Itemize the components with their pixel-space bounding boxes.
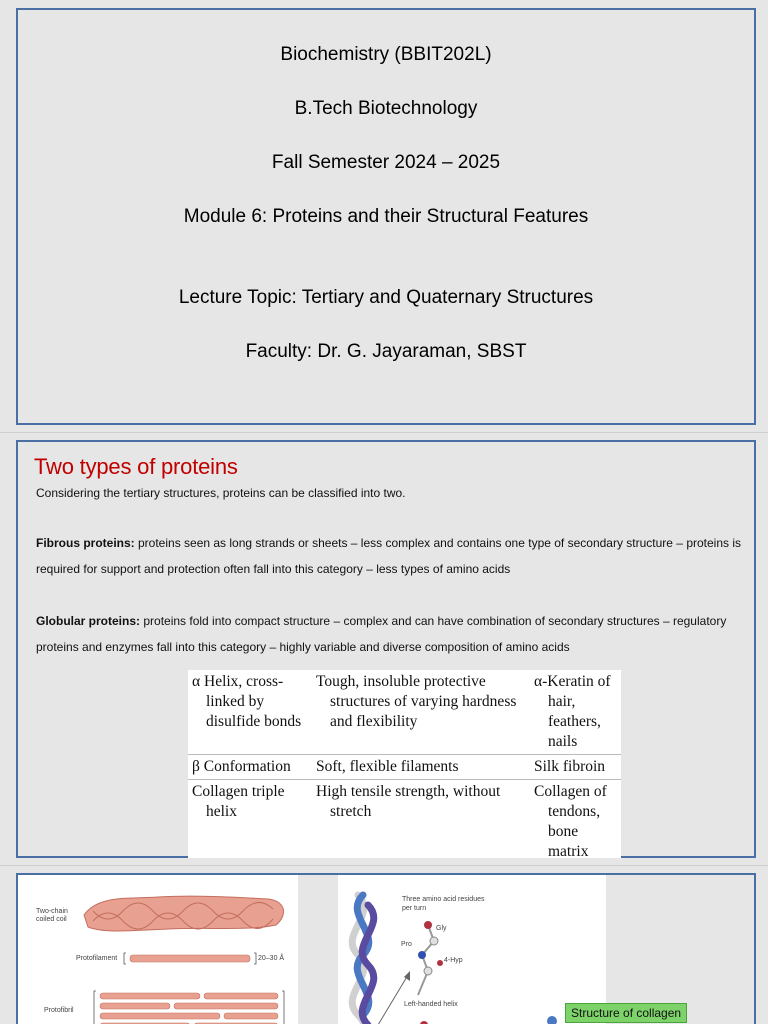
- globular-text: proteins fold into compact structure – complex and can have combination of secondary structures – regulatory proteins and enzymes fall into this category – highly variable and diverse composition of amino acids: [36, 614, 727, 654]
- table-cell: Soft, flexible filaments: [316, 758, 459, 775]
- table-row: [188, 755, 621, 780]
- semester: Fall Semester 2024 – 2025: [271, 152, 501, 173]
- table-row: [188, 670, 621, 755]
- table-cell: Tough, insoluble protective structures of varying hardness and flexibility: [316, 673, 517, 730]
- table-cell: β Conformation: [192, 758, 291, 775]
- triple-helix-figure: [338, 875, 606, 1024]
- slide-divider: [0, 432, 768, 433]
- table-cell: High tensile strength, without stretch: [316, 783, 501, 820]
- globular-label: Globular proteins:: [36, 614, 141, 628]
- globular-paragraph: [36, 608, 742, 660]
- coiled-coil-figure: [18, 875, 298, 1024]
- faculty: Faculty: Dr. G. Jayaraman, SBST: [245, 341, 527, 362]
- collagen-caption: Structure of collagen: [565, 1003, 687, 1023]
- slide-heading: Two types of proteins: [34, 454, 238, 479]
- lecture-topic: Lecture Topic: Tertiary and Quaternary Structures: [178, 287, 594, 308]
- title-slide: [16, 8, 756, 425]
- ball-icon: [546, 1015, 558, 1024]
- figure-label: Protofilament: [76, 955, 118, 962]
- figure-label: Protofibril: [44, 1007, 74, 1014]
- table-cell: α Helix, cross-linked by disulfide bonds: [192, 673, 302, 730]
- figure-label: Three amino acid residues per turn: [402, 896, 485, 912]
- intro-text: Considering the tertiary structures, proteins can be classified into two.: [36, 486, 406, 500]
- table-cell: Silk fibroin: [534, 758, 606, 775]
- fibrous-protein-table: [188, 670, 621, 858]
- figure-label: 20–30 Å: [258, 955, 285, 962]
- figure-label: 4-Hyp: [444, 957, 463, 964]
- figure-label: Two-chain coiled coil: [36, 908, 68, 923]
- fibrous-text: proteins seen as long strands or sheets – less complex and contains one type of secondary structure – proteins is required for support and protection often fall into this category – less types of amino acids: [36, 536, 742, 576]
- module-title: Module 6: Proteins and their Structural Features: [183, 206, 589, 227]
- program-name: B.Tech Biotechnology: [294, 98, 478, 119]
- coiled-coil-diagram: [18, 875, 298, 1024]
- figure-label: Pro: [401, 941, 412, 948]
- fibrous-paragraph: [36, 530, 742, 582]
- table-cell: α-Keratin of hair, feathers, nails: [534, 673, 611, 750]
- protein-types-slide: [16, 440, 756, 858]
- course-title: Biochemistry (BBIT202L): [280, 44, 492, 65]
- table-cell: Collagen triple helix: [192, 783, 285, 820]
- figure-label: Left-handed helix: [404, 1001, 458, 1008]
- fibrous-label: Fibrous proteins:: [36, 536, 135, 550]
- collagen-slide: [16, 873, 756, 1024]
- table-row: [188, 780, 621, 865]
- figure-label: Gly: [436, 925, 447, 932]
- table-cell: Collagen of tendons, bone matrix: [534, 783, 607, 860]
- slide-divider: [0, 865, 768, 866]
